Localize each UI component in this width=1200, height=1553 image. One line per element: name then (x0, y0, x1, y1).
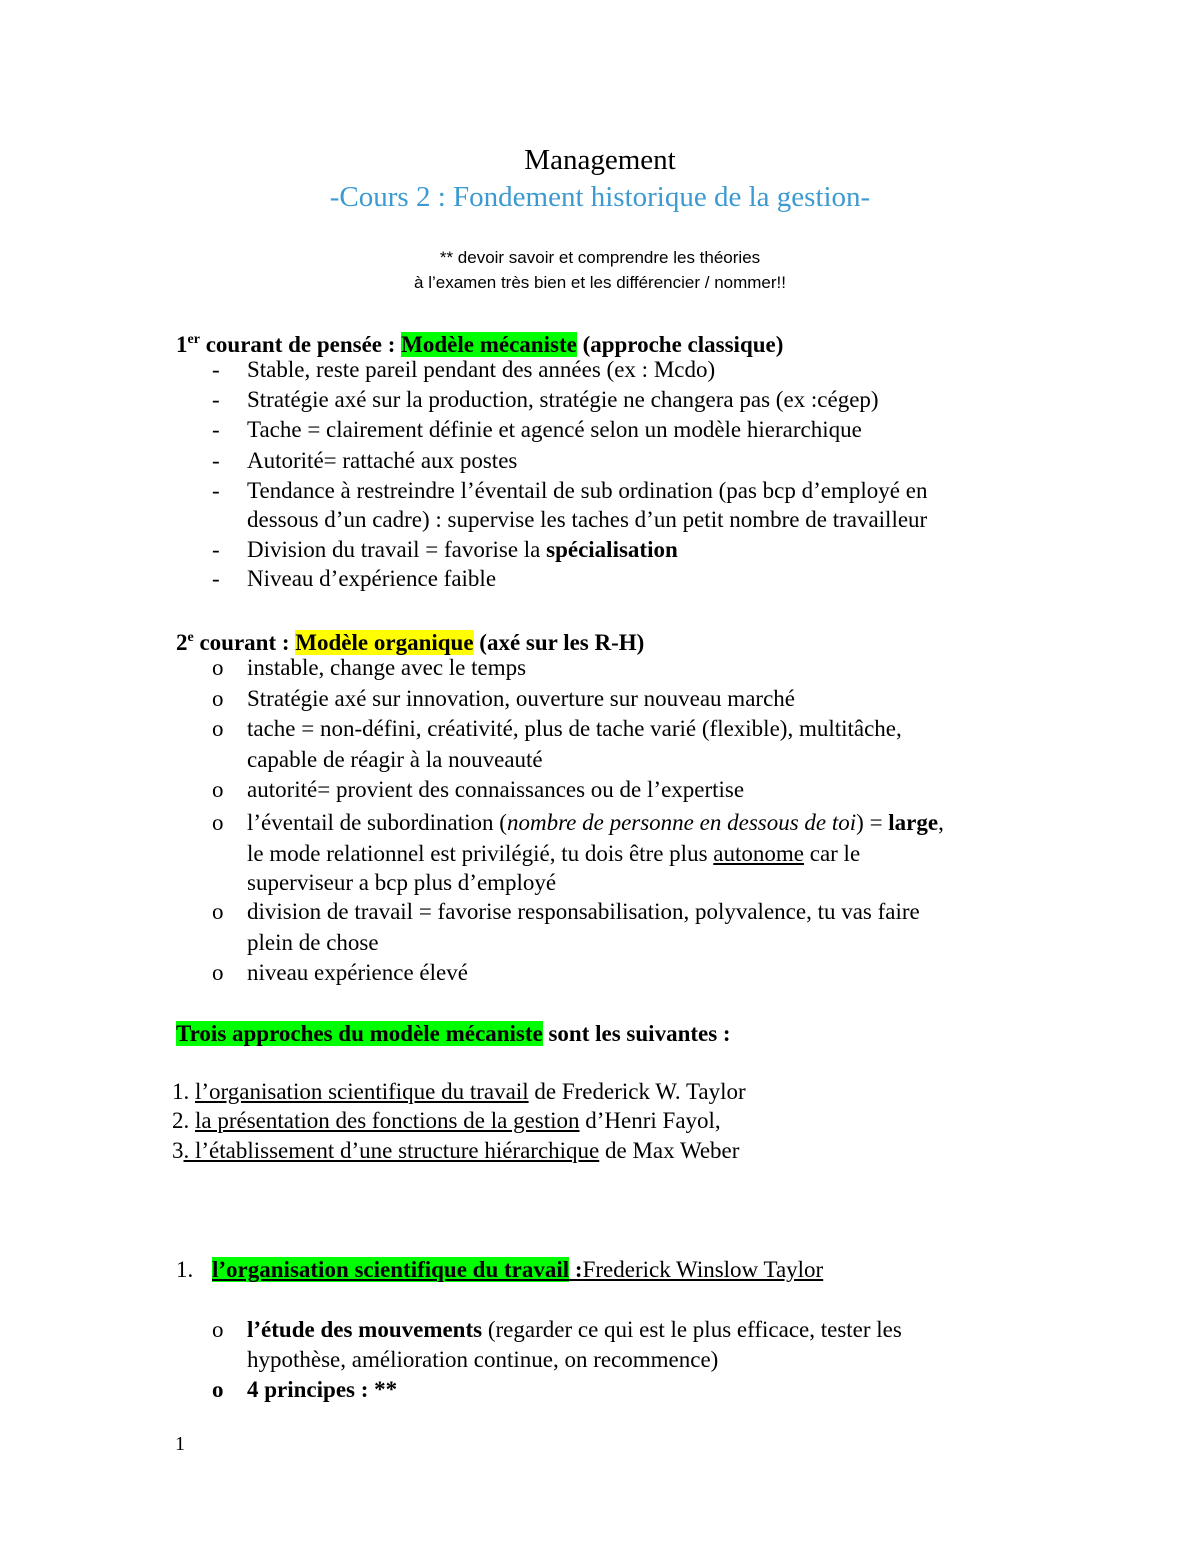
note-line-1: ** devoir savoir et comprendre les théories (439, 248, 761, 267)
approach-item: 2. la présentation des fonctions de la gestion d’Henri Fayol, (172, 1108, 721, 1133)
bullet-dash: - (212, 357, 220, 382)
section1-item: Tache = clairement définie et agencé selon un modèle hierarchique (247, 417, 862, 442)
section4-number: 1. (176, 1257, 194, 1282)
section2-item-continuation: le mode relationnel est privilégié, tu dois être plus autonome car le (247, 841, 861, 866)
section1-item-continuation: dessous d’un cadre) : supervise les taches d’un petit nombre de travailleur (247, 507, 928, 532)
bullet-dash: - (212, 537, 220, 562)
section1-heading: 1er courant de pensée : Modèle mécaniste (approche classique) (176, 332, 784, 357)
bullet-circle: o (212, 1317, 224, 1342)
section1-highlight: Modèle mécaniste (401, 332, 577, 357)
document-subtitle: -Cours 2 : Fondement historique de la gestion- (329, 181, 871, 213)
approach-item: 3. l’établissement d’une structure hiérarchique de Max Weber (172, 1138, 740, 1163)
section1-item: Niveau d’expérience faible (247, 566, 497, 591)
section2-item: autorité= provient des connaissances ou de l’expertise (247, 777, 745, 802)
section2-item: instable, change avec le temps (247, 655, 527, 680)
section4-heading: l’organisation scientifique du travail :Frederick Winslow Taylor (212, 1257, 824, 1282)
section1-item: Autorité= rattaché aux postes (247, 448, 518, 473)
bullet-circle: o (212, 777, 224, 802)
bullet-circle: o (212, 716, 224, 741)
bullet-dash: - (212, 417, 220, 442)
bullet-dash: - (212, 478, 220, 503)
section3-highlight: Trois approches du modèle mécaniste (176, 1021, 543, 1046)
bullet-dash: - (212, 448, 220, 473)
section4-highlight: l’organisation scientifique du travail (212, 1257, 570, 1282)
section2-item-continuation: plein de chose (247, 930, 379, 955)
section1-item: Stratégie axé sur la production, stratégie ne changera pas (ex :cégep) (247, 387, 879, 412)
section2-highlight: Modèle organique (295, 630, 474, 655)
section2-item-continuation: capable de réagir à la nouveauté (247, 747, 543, 772)
section4-item: 4 principes : ** (247, 1377, 398, 1402)
bullet-circle: o (212, 686, 224, 711)
section2-item: tache = non-défini, créativité, plus de tache varié (flexible), multitâche, (247, 716, 902, 741)
bullet-dash: - (212, 387, 220, 412)
section3-heading: Trois approches du modèle mécaniste sont les suivantes : (176, 1021, 731, 1046)
bullet-circle: o (212, 810, 224, 835)
section4-item-continuation: hypothèse, amélioration continue, on recommence) (247, 1347, 719, 1372)
document-title: Management (524, 144, 676, 176)
section1-item: Tendance à restreindre l’éventail de sub ordination (pas bcp d’employé en (247, 478, 928, 503)
bullet-circle: o (212, 1377, 224, 1402)
bullet-circle: o (212, 655, 224, 680)
bullet-dash: - (212, 566, 220, 591)
section2-item: l’éventail de subordination (nombre de personne en dessous de toi) = large, (247, 810, 944, 835)
bullet-circle: o (212, 899, 224, 924)
note-line-2: à l’examen très bien et les différencier / nommer!! (414, 273, 786, 292)
section2-item: niveau expérience élevé (247, 960, 468, 985)
section1-item: Division du travail = favorise la spécialisation (247, 537, 678, 562)
section2-item-continuation: superviseur a bcp plus d’employé (247, 870, 557, 895)
section1-item: Stable, reste pareil pendant des années (ex : Mcdo) (247, 357, 716, 382)
section2-item: division de travail = favorise responsabilisation, polyvalence, tu vas faire (247, 899, 920, 924)
approach-item: 1. l’organisation scientifique du travail de Frederick W. Taylor (172, 1079, 746, 1104)
page-number: 1 (175, 1433, 185, 1455)
bullet-circle: o (212, 960, 224, 985)
section4-item: l’étude des mouvements (regarder ce qui est le plus efficace, tester les (247, 1317, 902, 1342)
section2-item: Stratégie axé sur innovation, ouverture sur nouveau marché (247, 686, 795, 711)
section2-heading: 2e courant : Modèle organique (axé sur les R-H) (176, 630, 645, 655)
